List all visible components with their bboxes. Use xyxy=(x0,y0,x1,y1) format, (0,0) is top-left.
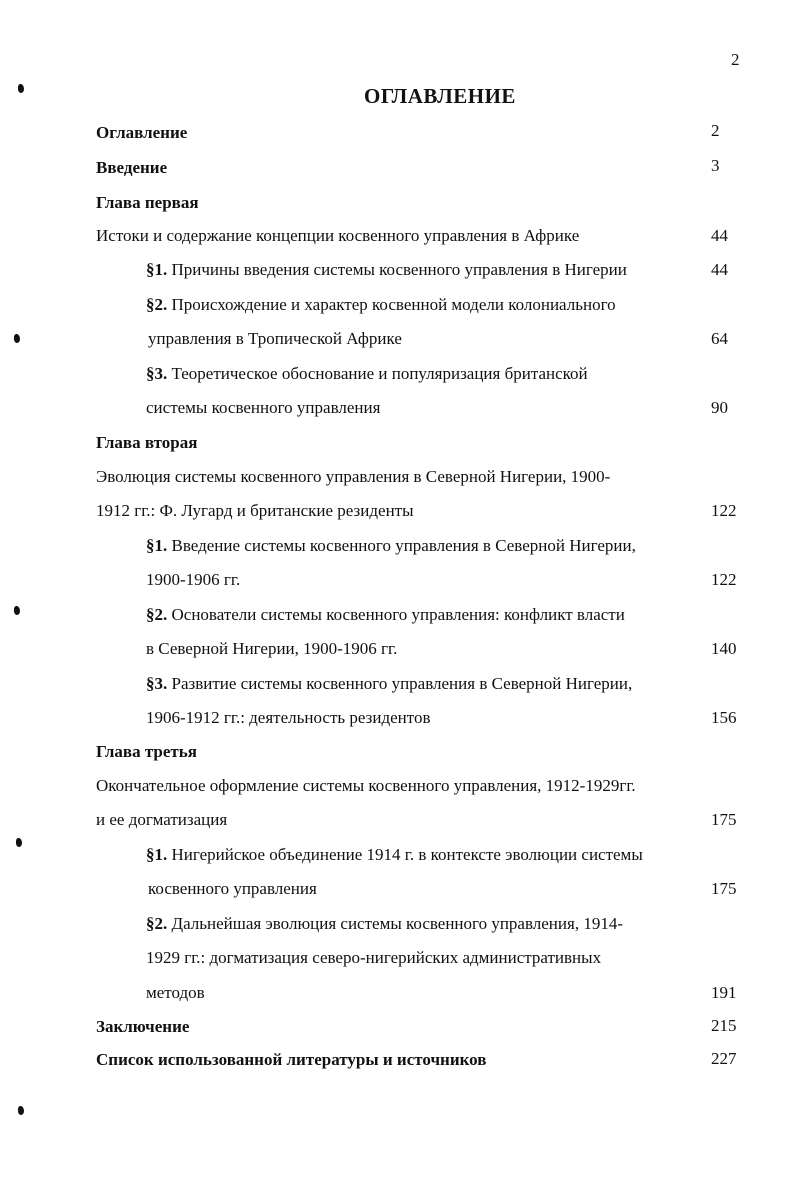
toc-entry-chapter1[interactable]: Истоки и содержание концепции косвенного управления в Африке xyxy=(96,226,580,245)
section-text-cont: методов xyxy=(146,983,205,1002)
margin-mark xyxy=(18,84,24,93)
chapter-heading: Глава первая xyxy=(96,193,199,212)
margin-mark xyxy=(14,334,20,343)
toc-entry-section[interactable] xyxy=(146,844,643,866)
toc-page: 122 xyxy=(711,501,737,520)
toc-page: 175 xyxy=(711,879,737,898)
chapter-heading: Глава вторая xyxy=(96,433,198,452)
toc-entry-section[interactable] xyxy=(146,535,636,557)
section-number: §2. xyxy=(146,914,168,933)
toc-entry-chapter2[interactable]: Эволюция системы косвенного управления в Северной Нигерии, 1900- xyxy=(96,467,611,486)
section-text-cont: 1900-1906 гг. xyxy=(146,570,241,589)
toc-page: 227 xyxy=(711,1049,737,1068)
section-text: Происхождение и характер косвенной модели колониального xyxy=(167,295,616,314)
section-text: Теоретическое обоснование и популяризация британской xyxy=(167,364,588,383)
margin-mark xyxy=(14,606,20,615)
section-number: §3. xyxy=(146,674,168,693)
section-number: §3. xyxy=(146,364,168,383)
toc-page: 90 xyxy=(711,398,728,417)
margin-mark xyxy=(16,838,22,847)
toc-entry-oglavlenie[interactable]: Оглавление xyxy=(96,123,188,142)
toc-entry-section[interactable] xyxy=(146,673,632,695)
margin-mark xyxy=(18,1106,24,1115)
section-number: §1. xyxy=(146,536,168,555)
toc-entry-bibliography[interactable]: Список использованной литературы и источников xyxy=(96,1050,487,1069)
toc-page: 3 xyxy=(711,156,720,175)
toc-entry-section[interactable] xyxy=(146,259,627,281)
chapter-heading: Глава третья xyxy=(96,742,197,761)
section-number: §1. xyxy=(146,845,168,864)
page-title: ОГЛАВЛЕНИЕ xyxy=(364,84,516,108)
toc-entry-section[interactable] xyxy=(146,363,588,385)
section-text-cont: 1929 гг.: догматизация северо-нигерийских административных xyxy=(146,948,602,967)
page-number: 2 xyxy=(731,50,740,69)
toc-entry-vvedenie[interactable]: Введение xyxy=(96,158,168,177)
section-text-cont: системы косвенного управления xyxy=(146,398,381,417)
toc-entry-section[interactable] xyxy=(146,294,616,316)
section-text: Причины введения системы косвенного управления в Нигерии xyxy=(167,260,627,279)
toc-page: 2 xyxy=(711,121,720,140)
toc-page: 156 xyxy=(711,708,737,727)
chapter-title-cont: и ее догматизация xyxy=(96,810,228,829)
section-text-cont: 1906-1912 гг.: деятельность резидентов xyxy=(146,708,431,727)
section-number: §1. xyxy=(146,260,168,279)
section-text: Введение системы косвенного управления в Северной Нигерии, xyxy=(167,536,636,555)
toc-page: 64 xyxy=(711,329,728,348)
toc-page: 215 xyxy=(711,1016,737,1035)
toc-entry-section[interactable] xyxy=(146,913,623,935)
section-text: Дальнейшая эволюция системы косвенного управления, 1914- xyxy=(167,914,623,933)
toc-page: 140 xyxy=(711,639,737,658)
section-text: Нигерийское объединение 1914 г. в контексте эволюции системы xyxy=(167,845,643,864)
chapter-title-cont: 1912 гг.: Ф. Лугард и британские резиденты xyxy=(96,501,414,520)
toc-page: 122 xyxy=(711,570,737,589)
toc-page: 44 xyxy=(711,260,728,279)
toc-page: 44 xyxy=(711,226,728,245)
section-text-cont: управления в Тропической Африке xyxy=(148,329,402,348)
toc-entry-chapter3[interactable]: Окончательное оформление системы косвенного управления, 1912-1929гг. xyxy=(96,776,636,795)
toc-entry-conclusion[interactable]: Заключение xyxy=(96,1017,190,1036)
section-text: Развитие системы косвенного управления в Северной Нигерии, xyxy=(167,674,633,693)
toc-entry-section[interactable] xyxy=(146,604,625,626)
section-text-cont: в Северной Нигерии, 1900-1906 гг. xyxy=(146,639,398,658)
toc-page: 175 xyxy=(711,810,737,829)
section-number: §2. xyxy=(146,605,168,624)
toc-page: 191 xyxy=(711,983,737,1002)
section-number: §2. xyxy=(146,295,168,314)
section-text-cont: косвенного управления xyxy=(148,879,317,898)
section-text: Основатели системы косвенного управления: конфликт власти xyxy=(167,605,625,624)
